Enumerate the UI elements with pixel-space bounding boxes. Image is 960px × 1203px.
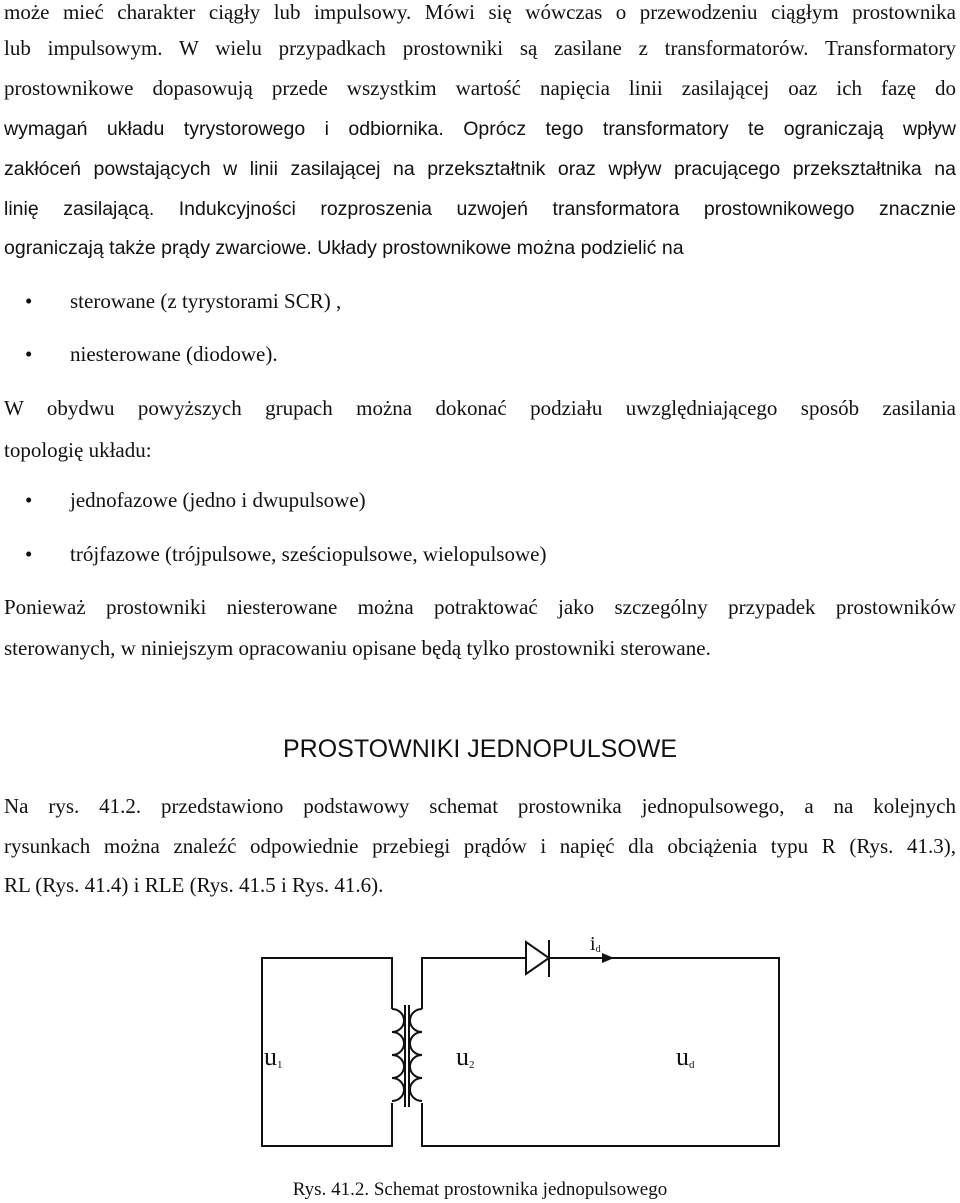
ud-subscript: d <box>689 1059 695 1071</box>
u2-subscript: 2 <box>469 1059 475 1071</box>
paragraph-1-line-1: może mieć charakter ciągły lub impulsowy. Mówi się wówczas o przewodzeniu ciągłym prostownika <box>4 0 956 24</box>
list-item: sterowane (z tyrystorami SCR) , <box>70 289 342 313</box>
bullet-marker: • <box>25 488 33 512</box>
paragraph-4-line-3: RL (Rys. 41.4) i RLE (Rys. 41.5 i Rys. 41.6). <box>4 873 384 897</box>
list-item: jednofazowe (jedno i dwupulsowe) <box>70 488 366 512</box>
primary-coil <box>392 1009 404 1101</box>
id-subscript: d <box>595 944 601 955</box>
paragraph-3-line-1: Ponieważ prostowniki niesterowane można potraktować jako szczególny przypadek prostowników <box>4 595 956 619</box>
paragraph-4-line-2: rysunkach można znaleźć odpowiednie przebiegi prądów i napięć dla obciążenia typu R (Rys. 41.3), <box>4 834 956 858</box>
svg-text:u1 <box>264 1042 283 1071</box>
primary-wire <box>262 958 392 1146</box>
list-item: niesterowane (diodowe). <box>70 342 278 366</box>
svg-text:id <box>590 933 601 955</box>
ud-label: u <box>676 1042 689 1071</box>
paragraph-1-line-5: zakłóceń powstających w linii zasilającej na przekształtnik oraz wpływ pracującego przekształtnika na <box>4 158 956 180</box>
u1-subscript: 1 <box>277 1059 283 1071</box>
current-arrow-head <box>602 953 614 963</box>
paragraph-1-line-6: linię zasilającą. Indukcyjności rozproszenia uzwojeń transformatora prostownikowego znacznie <box>4 198 956 220</box>
list-item: trójfazowe (trójpulsowe, sześciopulsowe, wielopulsowe) <box>70 542 547 566</box>
bullet-marker: • <box>25 542 33 566</box>
figure-caption: Rys. 41.2. Schemat prostownika jednopulsowego <box>292 1179 668 1200</box>
paragraph-1-line-2: lub impulsowym. W wielu przypadkach prostowniki są zasilane z transformatorów. Transformatory <box>4 36 956 60</box>
u1-label: u <box>264 1042 277 1071</box>
secondary-coil <box>410 1009 422 1101</box>
bullet-marker: • <box>25 342 33 366</box>
u2-label: u <box>456 1042 469 1071</box>
bullet-marker: • <box>25 289 33 313</box>
rectifier-schematic <box>4 0 956 1203</box>
paragraph-1-line-7: ograniczają także prądy zwarciowe. Układy prostownikowe można podzielić na <box>4 237 684 259</box>
paragraph-3-line-2: sterowanych, w niniejszym opracowaniu opisane będą tylko prostowniki sterowane. <box>4 636 711 660</box>
section-heading: PROSTOWNIKI JEDNOPULSOWE <box>282 735 678 763</box>
paragraph-2-line-2: topologię układu: <box>4 438 152 462</box>
svg-text:u2 <box>456 1042 475 1071</box>
svg-text:ud <box>676 1042 695 1071</box>
diode-triangle <box>526 942 549 974</box>
paragraph-2-line-1: W obydwu powyższych grupach można dokonać podziału uwzględniającego sposób zasilania <box>4 396 956 420</box>
paragraph-4-line-1: Na rys. 41.2. przedstawiono podstawowy schemat prostownika jednopulsowego, a na kolejnych <box>4 794 956 818</box>
paragraph-1-line-4: wymagań układu tyrystorowego i odbiornika. Oprócz tego transformatory te ograniczają wpływ <box>4 118 956 140</box>
output-top-wire <box>422 958 779 1146</box>
paragraph-1-line-3: prostownikowe dopasowują przede wszystkim wartość napięcia linii zasilającej oaz ich fazę do <box>4 76 956 100</box>
secondary-top-wire <box>422 958 526 1009</box>
id-label: i <box>590 933 596 955</box>
